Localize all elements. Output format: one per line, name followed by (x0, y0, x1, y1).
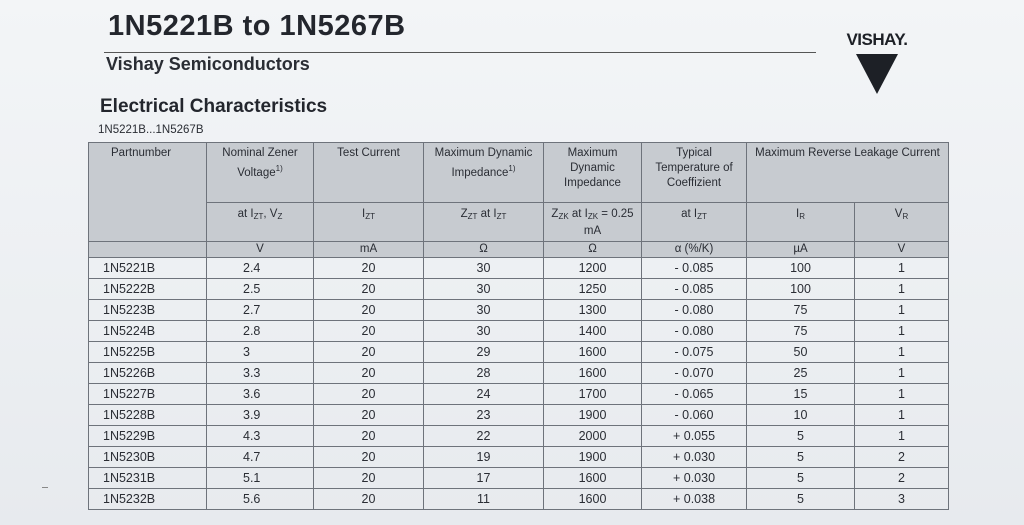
unit-vz: V (207, 242, 314, 258)
margin-mark (42, 487, 48, 488)
cell-zzt: 30 (424, 279, 544, 300)
cell-vr: 1 (855, 300, 949, 321)
cell-zzt: 28 (424, 363, 544, 384)
cell-zzk: 1400 (544, 321, 642, 342)
cell-vr: 3 (855, 489, 949, 510)
section-heading: Electrical Characteristics (100, 96, 328, 117)
cell-partnumber: 1N5230B (89, 447, 207, 468)
cell-partnumber: 1N5226B (89, 363, 207, 384)
cell-vr: 1 (855, 384, 949, 405)
cell-tc: - 0.065 (642, 384, 747, 405)
cell-zzt: 29 (424, 342, 544, 363)
cell-izt: 20 (314, 300, 424, 321)
logo-text: VISHAY. (846, 30, 908, 49)
cell-ir: 5 (747, 447, 855, 468)
cell-zzt: 19 (424, 447, 544, 468)
cell-izt: 20 (314, 405, 424, 426)
unit-izt: mA (314, 242, 424, 258)
cell-tc: - 0.075 (642, 342, 747, 363)
header-rule (104, 52, 816, 53)
cell-zzt: 30 (424, 300, 544, 321)
part-range: 1N5221B...1N5267B (98, 124, 204, 136)
cell-izt: 20 (314, 468, 424, 489)
cond-izt: $I_{ZT}$ (314, 203, 424, 242)
table-row (89, 489, 949, 510)
unit-vr: V (855, 242, 949, 258)
table-row (89, 426, 949, 447)
vishay-logo (834, 30, 920, 96)
cell-izt: 20 (314, 447, 424, 468)
cell-izt: 20 (314, 258, 424, 279)
cell-izt: 20 (314, 363, 424, 384)
cell-zzk: 1600 (544, 489, 642, 510)
cell-ir: 100 (747, 258, 855, 279)
cell-tc: - 0.085 (642, 258, 747, 279)
table-row (89, 342, 949, 363)
unit-zzk: Ω (544, 242, 642, 258)
cell-vr: 1 (855, 258, 949, 279)
table-row (89, 300, 949, 321)
cell-tc: + 0.038 (642, 489, 747, 510)
table-row (89, 447, 949, 468)
cell-izt: 20 (314, 279, 424, 300)
cell-partnumber: 1N5228B (89, 405, 207, 426)
cell-ir: 5 (747, 426, 855, 447)
cell-partnumber: 1N5225B (89, 342, 207, 363)
cell-vz: 2.5 (207, 279, 314, 300)
cell-zzk: 1900 (544, 405, 642, 426)
cell-ir: 50 (747, 342, 855, 363)
cell-tc: - 0.060 (642, 405, 747, 426)
col-leakage-current: Maximum Reverse Leakage Current (747, 143, 949, 203)
col-partnumber: Partnumber (89, 143, 207, 242)
unit-zzt: Ω (424, 242, 544, 258)
cell-ir: 100 (747, 279, 855, 300)
cell-vr: 1 (855, 405, 949, 426)
cell-partnumber: 1N5232B (89, 489, 207, 510)
cell-ir: 10 (747, 405, 855, 426)
cell-zzt: 23 (424, 405, 544, 426)
cell-izt: 20 (314, 384, 424, 405)
cell-vz: 2.7 (207, 300, 314, 321)
cond-vz: at $I_{ZT}$, $V_Z$ (207, 203, 314, 242)
cell-zzt: 30 (424, 258, 544, 279)
cell-zzt: 24 (424, 384, 544, 405)
cell-partnumber: 1N5224B (89, 321, 207, 342)
cell-vz: 5.1 (207, 468, 314, 489)
cell-zzk: 1200 (544, 258, 642, 279)
cell-izt: 20 (314, 321, 424, 342)
cell-zzk: 2000 (544, 426, 642, 447)
cell-zzk: 1700 (544, 384, 642, 405)
col-test-current: Test Current (314, 143, 424, 203)
table-row (89, 468, 949, 489)
cell-izt: 20 (314, 489, 424, 510)
table-row (89, 279, 949, 300)
cell-vr: 2 (855, 468, 949, 489)
cell-zzk: 1900 (544, 447, 642, 468)
cell-partnumber: 1N5222B (89, 279, 207, 300)
cond-zzt: $Z_{ZT}$ at $I_{ZT}$ (424, 203, 544, 242)
header-row-titles (89, 143, 949, 203)
cell-vr: 2 (855, 447, 949, 468)
cell-zzk: 1600 (544, 468, 642, 489)
cell-zzt: 22 (424, 426, 544, 447)
cell-vz: 2.8 (207, 321, 314, 342)
cell-ir: 75 (747, 321, 855, 342)
cell-ir: 25 (747, 363, 855, 384)
cell-tc: - 0.085 (642, 279, 747, 300)
cell-vr: 1 (855, 279, 949, 300)
cell-tc: - 0.080 (642, 321, 747, 342)
cell-tc: - 0.070 (642, 363, 747, 384)
cell-vz: 4.3 (207, 426, 314, 447)
cell-tc: + 0.030 (642, 468, 747, 489)
document-title: 1N5221B to 1N5267B (108, 10, 406, 42)
cell-partnumber: 1N5223B (89, 300, 207, 321)
col-dyn-impedance-zk: Maximum Dynamic Impedance (544, 143, 642, 203)
unit-ir: µA (747, 242, 855, 258)
cell-vz: 3.3 (207, 363, 314, 384)
unit-blank (89, 242, 207, 258)
table-row (89, 363, 949, 384)
cell-ir: 5 (747, 489, 855, 510)
cell-ir: 15 (747, 384, 855, 405)
table-row (89, 258, 949, 279)
document-subtitle: Vishay Semiconductors (106, 54, 310, 74)
cell-vr: 1 (855, 342, 949, 363)
cell-vr: 1 (855, 426, 949, 447)
cell-zzk: 1250 (544, 279, 642, 300)
cell-vz: 2.4 (207, 258, 314, 279)
cell-tc: + 0.030 (642, 447, 747, 468)
cell-vz: 3.6 (207, 384, 314, 405)
logo-triangle-icon (856, 48, 898, 94)
cell-zzk: 1600 (544, 342, 642, 363)
cond-vr: $V_R$ (855, 203, 949, 242)
cell-zzk: 1300 (544, 300, 642, 321)
cond-ir: $I_R$ (747, 203, 855, 242)
unit-tc: α (%/K) (642, 242, 747, 258)
cell-ir: 5 (747, 468, 855, 489)
cell-zzt: 17 (424, 468, 544, 489)
cell-zzk: 1600 (544, 363, 642, 384)
cell-izt: 20 (314, 426, 424, 447)
table-row (89, 384, 949, 405)
cell-zzt: 11 (424, 489, 544, 510)
header-row-units (89, 242, 949, 258)
cond-zzk: $Z_{ZK}$ at $I_{ZK} = 0.25$ mA (544, 203, 642, 242)
cell-vz: 3 (207, 342, 314, 363)
table-row (89, 405, 949, 426)
cell-zzt: 30 (424, 321, 544, 342)
col-temp-coeff: Typical Temperature of Coeffizient (642, 143, 747, 203)
cell-izt: 20 (314, 342, 424, 363)
header-row-conditions (89, 203, 949, 242)
cell-tc: + 0.055 (642, 426, 747, 447)
electrical-characteristics-table (88, 142, 949, 510)
cell-ir: 75 (747, 300, 855, 321)
cell-vz: 5.6 (207, 489, 314, 510)
cell-vr: 1 (855, 363, 949, 384)
cell-partnumber: 1N5227B (89, 384, 207, 405)
cell-vz: 3.9 (207, 405, 314, 426)
cell-vr: 1 (855, 321, 949, 342)
cell-vz: 4.7 (207, 447, 314, 468)
cond-temp-coeff: at $I_{ZT}$ (642, 203, 747, 242)
cell-tc: - 0.080 (642, 300, 747, 321)
col-dyn-impedance-zt: Maximum Dynamic Impedance$^{1)}$ (424, 143, 544, 203)
table-row (89, 321, 949, 342)
col-zener-voltage: Nominal Zener Voltage$^{1)}$ (207, 143, 314, 203)
cell-partnumber: 1N5229B (89, 426, 207, 447)
cell-partnumber: 1N5231B (89, 468, 207, 489)
cell-partnumber: 1N5221B (89, 258, 207, 279)
